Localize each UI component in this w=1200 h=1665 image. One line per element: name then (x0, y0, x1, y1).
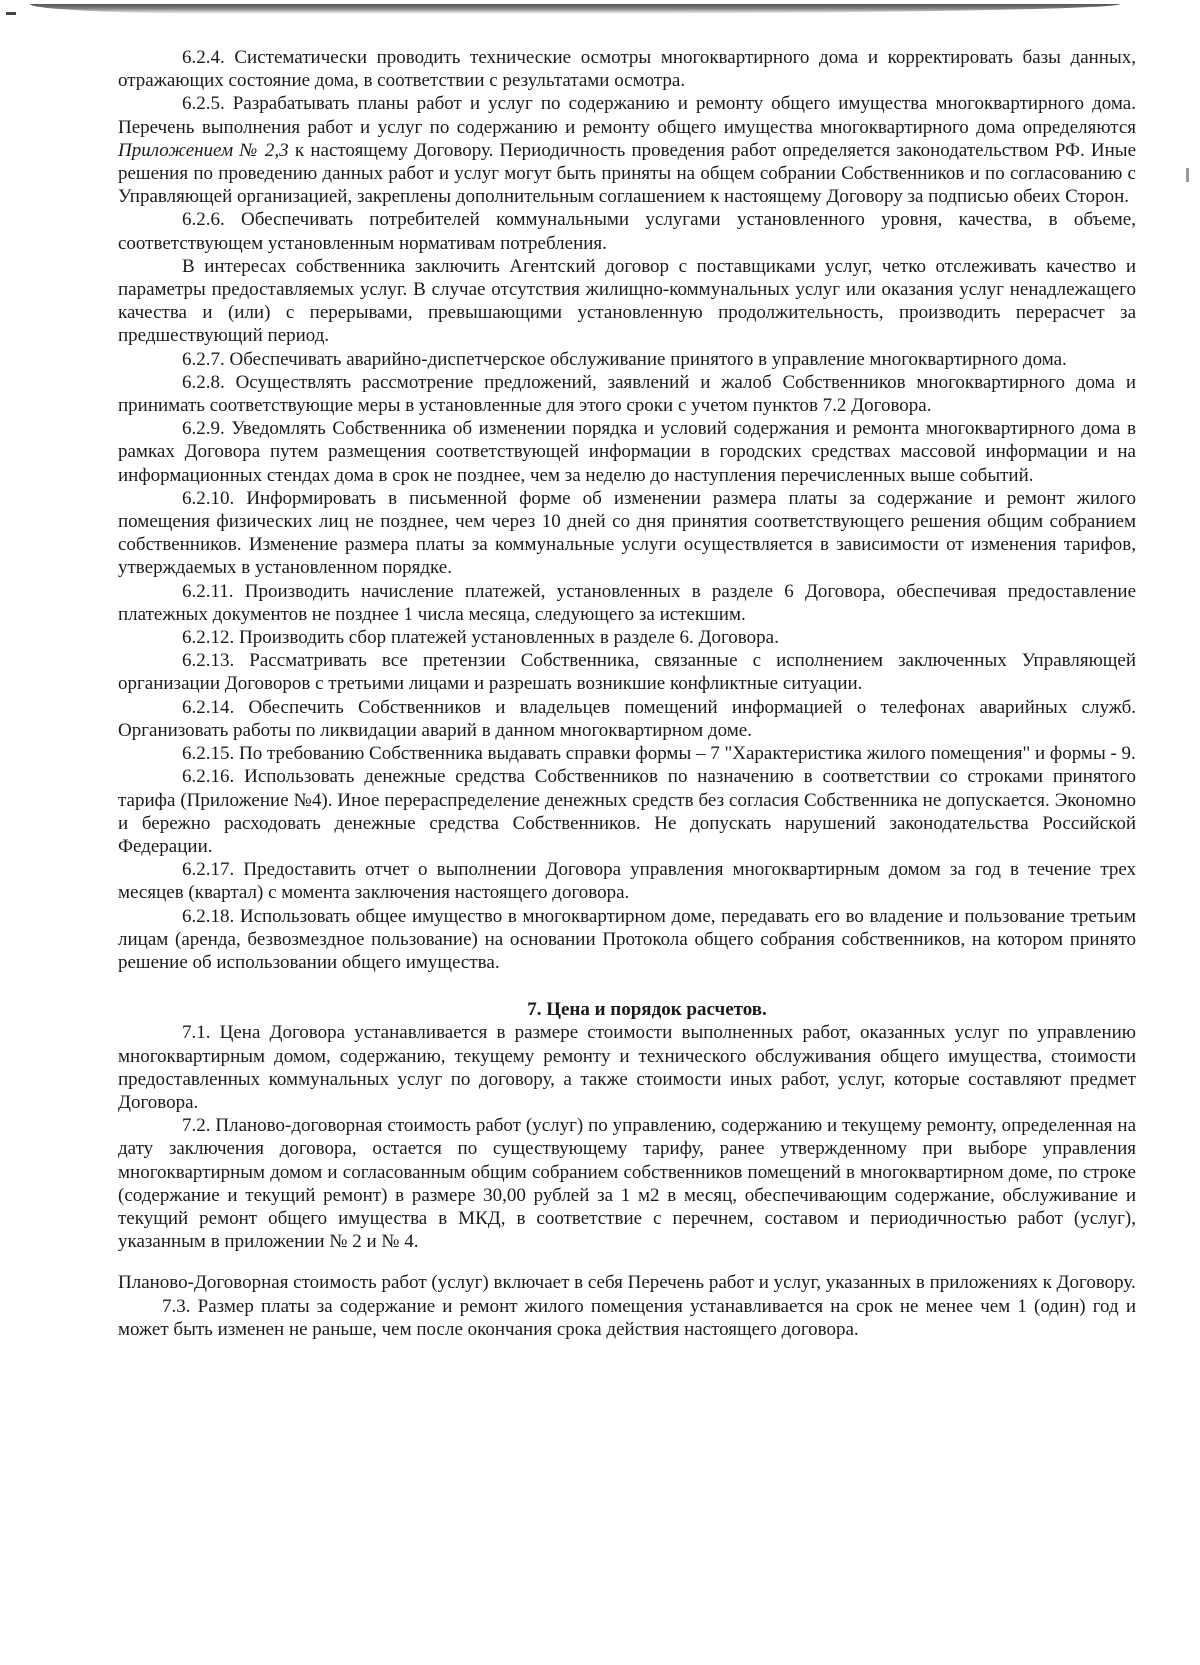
clause-text: к настоящему Договору. Периодичность проведения работ определяется законодательством РФ. Иные решения по проведению данных работ и услуг могут быть приняты на общем собрании Собственников и по согласованию с Управляющей организацией, закреплены дополнительным соглашением к настоящему Договору за подписью обеих Сторон. (118, 139, 1136, 208)
clause-7-2-continued: Планово-Договорная стоимость работ (услуг) включает в себя Перечень работ и услуг, указанных в приложениях к Договору. (118, 1272, 1136, 1294)
clause-6-2-6: 6.2.6. Обеспечивать потребителей коммунальными услугами установленного уровня, качества, в объеме, соответствующем установленным нормативам потребления. (118, 209, 1136, 254)
clause-7-3: 7.3. Размер платы за содержание и ремонт жилого помещения устанавливается на срок не менее чем 1 (один) год и может быть изменен не раньше, чем после окончания срока действия настоящего договора. (118, 1295, 1136, 1340)
clause-6-2-13: 6.2.13. Рассматривать все претензии Собственника, связанные с исполнением заключенных Управляющей организации Договоров с третьими лицами и разрешать возникшие конфликтные ситуации. (118, 650, 1136, 695)
clause-text: 6.2.5. Разрабатывать планы работ и услуг по содержанию и ремонту общего имущества многоквартирного дома. Перечень выполнения работ и услуг по содержанию и ремонту общего имущества многоквартирного дома определяются (118, 93, 1136, 138)
document-page (118, 46, 1136, 1341)
clause-6-2-18: 6.2.18. Использовать общее имущество в многоквартирном доме, передавать его во владение и пользование третьим лицам (аренда, безвозмездное пользование) на основании Протокола общего собрания собственников, на котором принято решение об использовании общего имущества. (118, 905, 1136, 973)
clause-6-2-15: 6.2.15. По требованию Собственника выдавать справки формы – 7 "Характеристика жилого помещения" и формы - 9. (182, 743, 1136, 765)
clause-6-2-9: 6.2.9. Уведомлять Собственника об изменении порядка и условий содержания и ремонта многоквартирного дома в рамках Договора путем размещения соответствующей информации в городских средствах массовой информации и на информационных стендах дома в срок не позднее, чем за неделю до наступления перечисленных выше событий. (118, 418, 1136, 486)
section-7-heading: 7. Цена и порядок расчетов. (527, 999, 767, 1021)
clause-6-2-16: 6.2.16. Использовать денежные средства Собственников по назначению в соответствии со строками принятого тарифа (Приложение №4). Иное перераспределение денежных средств без согласия Собственника не допускается. Экономно и бережно расходовать денежные средства Собственников. Не допускать нарушений законодательства Российской Федерации. (118, 766, 1136, 857)
clause-6-2-7: 6.2.7. Обеспечивать аварийно-диспетчерское обслуживание принятого в управление многоквартирного дома. (182, 348, 1067, 370)
appendix-reference: Приложением № 2,3 (118, 139, 289, 161)
scan-edge-shadow (30, 4, 1120, 14)
scan-mark (6, 12, 16, 15)
clause-6-2-10: 6.2.10. Информировать в письменной форме об изменении размера платы за содержание и ремонт жилого помещения физических лиц не позднее, чем через 10 дней со дня принятия соответствующего решения общим собранием собственников. Изменение размера платы за коммунальные услуги осуществляется в зависимости от изменения тарифов, утверждаемых в установленном порядке. (118, 487, 1136, 579)
clause-6-2-12: 6.2.12. Производить сбор платежей установленных в разделе 6. Договора. (182, 627, 779, 649)
clause-6-2-14: 6.2.14. Обеспечить Собственников и владельцев помещений информацией о телефонах аварийных служб. Организовать работы по ликвидации аварий в данном многоквартирном доме. (118, 696, 1136, 741)
scan-mark (1186, 168, 1189, 182)
clause-6-2-11: 6.2.11. Производить начисление платежей, установленных в разделе 6 Договора, обеспечивая предоставление платежных документов не позднее 1 числа месяца, следующего за истекшим. (118, 580, 1136, 625)
clause-6-2-6-continued: В интересах собственника заключить Агентский договор с поставщиками услуг, четко отслеживать качество и параметры предоставляемых услуг. В случае отсутствия жилищно-коммунальных услуг или оказания услуг ненадлежащего качества и (или) с перерывами, превышающими установленную продолжительность, производить перерасчет за предшествующий период. (118, 255, 1136, 347)
clause-6-2-8: 6.2.8. Осуществлять рассмотрение предложений, заявлений и жалоб Собственников многоквартирного дома и принимать соответствующие меры в установленные для этого сроки с учетом пунктов 7.2 Договора. (118, 371, 1136, 417)
clause-6-2-5 (118, 92, 1136, 208)
clause-6-2-17: 6.2.17. Предоставить отчет о выполнении Договора управления многоквартирным домом за год в течение трех месяцев (квартал) с момента заключения настоящего договора. (118, 859, 1136, 904)
clause-7-1: 7.1. Цена Договора устанавливается в размере стоимости выполненных работ, оказанных услуг по управлению многоквартирным домом, содержанию, текущему ремонту и технического обслуживания общего имущества, стоимости предоставленных коммунальных услуг по договору, а также стоимости иных работ, услуг, которые составляют предмет Договора. (118, 1022, 1136, 1113)
clause-6-2-4: 6.2.4. Систематически проводить технические осмотры многоквартирного дома и корректировать базы данных, отражающих состояние дома, в соответствии с результатами осмотра. (118, 47, 1136, 92)
clause-7-2: 7.2. Планово-договорная стоимость работ (услуг) по управлению, содержанию и текущему ремонту, определенная на дату заключения договора, остается по существующему тарифу, ранее утвержденному при выборе управления многоквартирным домом и согласованным общим собранием собственников помещений в многоквартирном доме, по строке (содержание и текущий ремонт) в размере 30,00 рублей за 1 м2 в месяц, обеспечивающим содержание, обслуживание и текущий ремонт общего имущества в МКД, в соответствие с перечнем, составом и периодичностью работ (услуг), указанным в приложении № 2 и № 4. (118, 1115, 1136, 1253)
